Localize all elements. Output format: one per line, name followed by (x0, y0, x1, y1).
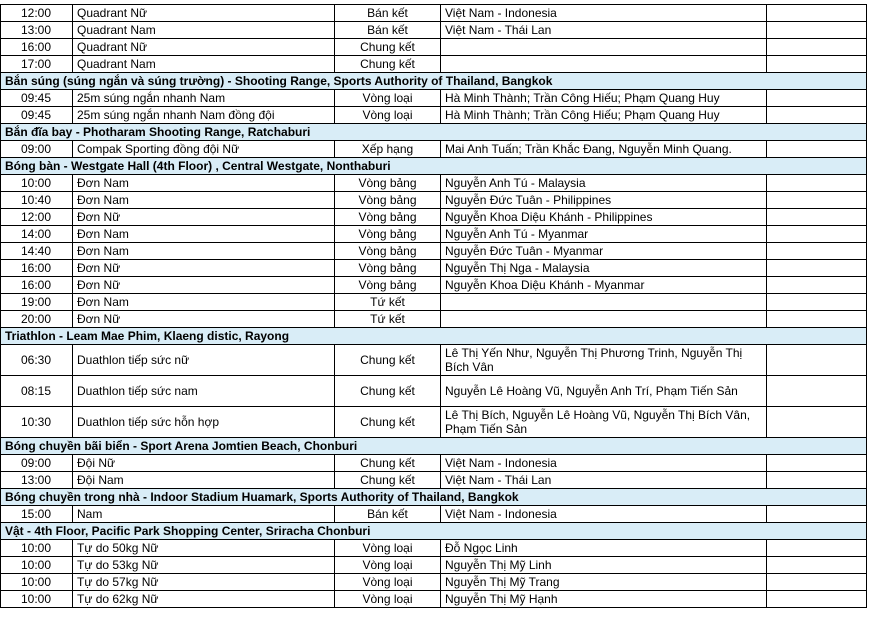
event-row (1, 376, 867, 407)
event-row (1, 294, 867, 311)
round-cell: Tứ kết (335, 311, 441, 328)
empty-cell (767, 277, 867, 294)
time-cell: 19:00 (1, 294, 73, 311)
empty-cell (767, 141, 867, 158)
round-cell: Vòng loại (335, 90, 441, 107)
time-cell: 10:30 (1, 407, 73, 438)
event-row (1, 311, 867, 328)
venue-section-row (1, 438, 867, 455)
time-cell: 12:00 (1, 209, 73, 226)
athletes-cell: Lê Thị Yến Như, Nguyễn Thị Phương Trinh, Nguyễn Thị Bích Vân (441, 345, 767, 376)
athletes-cell: Việt Nam - Indonesia (441, 506, 767, 523)
round-cell: Vòng loại (335, 557, 441, 574)
time-cell: 10:00 (1, 591, 73, 608)
event-row (1, 56, 867, 73)
event-cell: Đội Nữ (73, 455, 335, 472)
venue-section-row (1, 489, 867, 506)
venue-section-row (1, 158, 867, 175)
event-row (1, 39, 867, 56)
athletes-cell: Mai Anh Tuấn; Trần Khắc Đang, Nguyễn Minh Quang. (441, 141, 767, 158)
event-row (1, 141, 867, 158)
event-cell: Đơn Nữ (73, 260, 335, 277)
empty-cell (767, 407, 867, 438)
empty-cell (767, 376, 867, 407)
empty-cell (767, 540, 867, 557)
athletes-cell: Nguyễn Lê Hoàng Vũ, Nguyễn Anh Trí, Phạm Tiến Sản (441, 376, 767, 407)
event-cell: Đơn Nam (73, 294, 335, 311)
event-cell: Quadrant Nữ (73, 5, 335, 22)
round-cell: Chung kết (335, 376, 441, 407)
empty-cell (767, 472, 867, 489)
event-row (1, 260, 867, 277)
event-row (1, 5, 867, 22)
round-cell: Vòng loại (335, 540, 441, 557)
empty-cell (767, 506, 867, 523)
venue-section-title: Triathlon - Leam Mae Phim, Klaeng distic, Rayong (1, 328, 867, 345)
event-cell: Nam (73, 506, 335, 523)
athletes-cell: Hà Minh Thành; Trần Công Hiếu; Phạm Quang Huy (441, 107, 767, 124)
event-cell: Đơn Nam (73, 226, 335, 243)
empty-cell (767, 226, 867, 243)
athletes-cell: Hà Minh Thành; Trần Công Hiếu; Phạm Quang Huy (441, 90, 767, 107)
athletes-cell: Nguyễn Anh Tú - Malaysia (441, 175, 767, 192)
athletes-cell: Nguyễn Khoa Diệu Khánh - Philippines (441, 209, 767, 226)
event-cell: Đơn Nữ (73, 209, 335, 226)
empty-cell (767, 345, 867, 376)
round-cell: Bán kết (335, 5, 441, 22)
event-row (1, 345, 867, 376)
empty-cell (767, 175, 867, 192)
empty-cell (767, 455, 867, 472)
round-cell: Chung kết (335, 407, 441, 438)
empty-cell (767, 209, 867, 226)
schedule-table (0, 4, 867, 608)
venue-section-title: Bóng bàn - Westgate Hall (4th Floor) , Central Westgate, Nonthaburi (1, 158, 867, 175)
athletes-cell: Việt Nam - Indonesia (441, 455, 767, 472)
athletes-cell: Nguyễn Thị Mỹ Hạnh (441, 591, 767, 608)
event-row (1, 209, 867, 226)
time-cell: 09:45 (1, 90, 73, 107)
empty-cell (767, 557, 867, 574)
event-row (1, 455, 867, 472)
athletes-cell (441, 311, 767, 328)
round-cell: Chung kết (335, 56, 441, 73)
empty-cell (767, 22, 867, 39)
schedule-table-body (1, 5, 867, 608)
empty-cell (767, 243, 867, 260)
time-cell: 09:00 (1, 141, 73, 158)
event-row (1, 175, 867, 192)
event-cell: Compak Sporting đồng đội Nữ (73, 141, 335, 158)
empty-cell (767, 39, 867, 56)
empty-cell (767, 260, 867, 277)
time-cell: 20:00 (1, 311, 73, 328)
event-row (1, 472, 867, 489)
athletes-cell: Nguyễn Đức Tuân - Myanmar (441, 243, 767, 260)
event-cell: Đơn Nam (73, 243, 335, 260)
venue-section-row (1, 124, 867, 141)
round-cell: Bán kết (335, 506, 441, 523)
event-row (1, 574, 867, 591)
event-cell: Đơn Nữ (73, 311, 335, 328)
round-cell: Vòng bảng (335, 209, 441, 226)
venue-section-row (1, 73, 867, 90)
time-cell: 10:00 (1, 540, 73, 557)
venue-section-title: Vật - 4th Floor, Pacific Park Shopping Center, Sriracha Chonburi (1, 523, 867, 540)
athletes-cell (441, 294, 767, 311)
empty-cell (767, 90, 867, 107)
time-cell: 09:45 (1, 107, 73, 124)
venue-section-row (1, 523, 867, 540)
athletes-cell: Nguyễn Đức Tuân - Philippines (441, 192, 767, 209)
empty-cell (767, 574, 867, 591)
round-cell: Vòng bảng (335, 226, 441, 243)
empty-cell (767, 56, 867, 73)
event-row (1, 540, 867, 557)
athletes-cell: Nguyễn Khoa Diệu Khánh - Myanmar (441, 277, 767, 294)
event-row (1, 90, 867, 107)
event-row (1, 557, 867, 574)
round-cell: Vòng loại (335, 107, 441, 124)
athletes-cell (441, 56, 767, 73)
event-cell: Quadrant Nữ (73, 39, 335, 56)
round-cell: Xếp hạng (335, 141, 441, 158)
round-cell: Vòng bảng (335, 175, 441, 192)
athletes-cell: Đỗ Ngọc Linh (441, 540, 767, 557)
time-cell: 10:00 (1, 574, 73, 591)
time-cell: 06:30 (1, 345, 73, 376)
event-cell: Duathlon tiếp sức hỗn hợp (73, 407, 335, 438)
round-cell: Chung kết (335, 472, 441, 489)
time-cell: 10:00 (1, 557, 73, 574)
round-cell: Vòng bảng (335, 277, 441, 294)
event-cell: Quadrant Nam (73, 56, 335, 73)
round-cell: Chung kết (335, 455, 441, 472)
empty-cell (767, 107, 867, 124)
time-cell: 16:00 (1, 277, 73, 294)
athletes-cell: Việt Nam - Thái Lan (441, 472, 767, 489)
athletes-cell: Lê Thị Bích, Nguyễn Lê Hoàng Vũ, Nguyễn Thị Bích Vân, Phạm Tiến Sản (441, 407, 767, 438)
empty-cell (767, 294, 867, 311)
athletes-cell (441, 39, 767, 56)
venue-section-title: Bóng chuyền bãi biển - Sport Arena Jomtien Beach, Chonburi (1, 438, 867, 455)
event-cell: Tự do 57kg Nữ (73, 574, 335, 591)
time-cell: 14:40 (1, 243, 73, 260)
venue-section-title: Bắn súng (súng ngắn và súng trường) - Shooting Range, Sports Authority of Thailand, Bangkok (1, 73, 867, 90)
event-cell: Tự do 50kg Nữ (73, 540, 335, 557)
round-cell: Chung kết (335, 39, 441, 56)
event-row (1, 226, 867, 243)
event-row (1, 107, 867, 124)
round-cell: Vòng bảng (335, 260, 441, 277)
empty-cell (767, 591, 867, 608)
venue-section-title: Bóng chuyền trong nhà - Indoor Stadium Huamark, Sports Authority of Thailand, Bangkok (1, 489, 867, 506)
round-cell: Vòng loại (335, 574, 441, 591)
athletes-cell: Nguyễn Anh Tú - Myanmar (441, 226, 767, 243)
round-cell: Bán kết (335, 22, 441, 39)
event-row (1, 243, 867, 260)
time-cell: 14:00 (1, 226, 73, 243)
event-row (1, 192, 867, 209)
time-cell: 10:00 (1, 175, 73, 192)
event-row (1, 506, 867, 523)
time-cell: 08:15 (1, 376, 73, 407)
event-cell: Duathlon tiếp sức nam (73, 376, 335, 407)
event-cell: Tự do 62kg Nữ (73, 591, 335, 608)
venue-section-title: Bắn đĩa bay - Photharam Shooting Range, Ratchaburi (1, 124, 867, 141)
time-cell: 17:00 (1, 56, 73, 73)
time-cell: 16:00 (1, 39, 73, 56)
time-cell: 12:00 (1, 5, 73, 22)
empty-cell (767, 5, 867, 22)
event-cell: Đơn Nam (73, 175, 335, 192)
round-cell: Vòng loại (335, 591, 441, 608)
event-cell: Đội Nam (73, 472, 335, 489)
round-cell: Vòng bảng (335, 192, 441, 209)
event-cell: 25m súng ngắn nhanh Nam (73, 90, 335, 107)
venue-section-row (1, 328, 867, 345)
time-cell: 13:00 (1, 22, 73, 39)
round-cell: Chung kết (335, 345, 441, 376)
event-cell: Đơn Nam (73, 192, 335, 209)
event-row (1, 591, 867, 608)
time-cell: 13:00 (1, 472, 73, 489)
athletes-cell: Nguyễn Thị Mỹ Trang (441, 574, 767, 591)
empty-cell (767, 311, 867, 328)
round-cell: Vòng bảng (335, 243, 441, 260)
event-row (1, 277, 867, 294)
time-cell: 10:40 (1, 192, 73, 209)
athletes-cell: Việt Nam - Indonesia (441, 5, 767, 22)
event-cell: 25m súng ngắn nhanh Nam đồng đội (73, 107, 335, 124)
time-cell: 09:00 (1, 455, 73, 472)
event-row (1, 407, 867, 438)
time-cell: 15:00 (1, 506, 73, 523)
athletes-cell: Nguyễn Thị Nga - Malaysia (441, 260, 767, 277)
time-cell: 16:00 (1, 260, 73, 277)
event-cell: Tự do 53kg Nữ (73, 557, 335, 574)
event-row (1, 22, 867, 39)
empty-cell (767, 192, 867, 209)
event-cell: Đơn Nữ (73, 277, 335, 294)
round-cell: Tứ kết (335, 294, 441, 311)
athletes-cell: Nguyễn Thị Mỹ Linh (441, 557, 767, 574)
athletes-cell: Việt Nam - Thái Lan (441, 22, 767, 39)
event-cell: Quadrant Nam (73, 22, 335, 39)
event-cell: Duathlon tiếp sức nữ (73, 345, 335, 376)
